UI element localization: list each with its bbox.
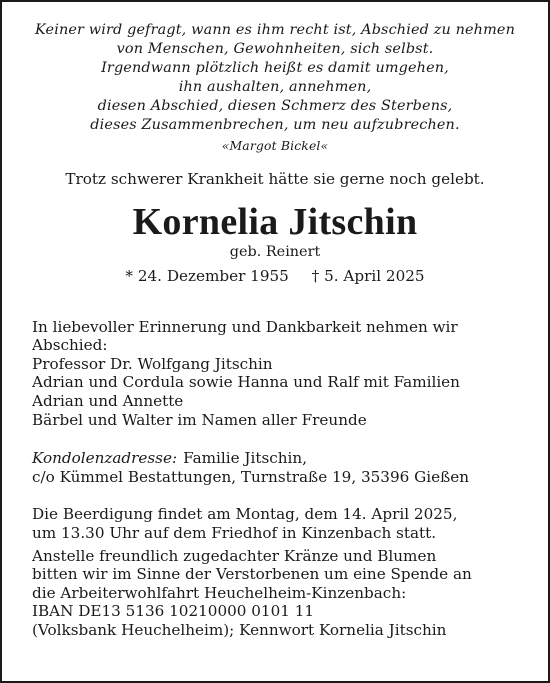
poem-line: Keiner wird gefragt, wann es ihm recht ist, Abschied zu nehmen [35,22,515,38]
mourners-list [24,318,526,430]
condolence-address [24,449,526,486]
life-dates [24,266,526,286]
poem [24,2,526,155]
mourners-line: Adrian und Cordula sowie Hanna und Ralf mit Familien [32,373,460,392]
donation-line: Anstelle freundlich zugedachter Kränze und Blumen [32,546,437,565]
intro-sentence: Trotz schwerer Krankheit hätte sie gerne noch gelebt. [65,169,485,188]
donation-line: bitten wir im Sinne der Verstorbenen um eine Spende an [32,565,472,584]
poem-line: von Menschen, Gewohnheiten, sich selbst. [116,41,434,58]
poem-line: Irgendwann plötzlich heißt es damit umgehen, [101,60,449,77]
donation-info [24,547,526,640]
poem-line: ihn aushalten, annehmen, [178,79,372,96]
funeral-info [24,505,526,542]
condolence-recipient: Familie Jitschin, [183,449,308,468]
funeral-line: um 13.30 Uhr auf dem Friedhof in Kinzenbach statt. [32,523,437,542]
poem-line: dieses Zusammenbrechen, um neu aufzubrechen. [90,117,460,134]
poem-author: «Margot Bickel« [221,137,329,153]
mourners-line: Adrian und Annette [32,391,184,410]
donation-iban: IBAN DE13 5136 10210000 0101 11 [32,602,315,621]
mourners-line: In liebevoller Erinnerung und Dankbarkeit nehmen wir [32,317,458,336]
poem-line: diesen Abschied, diesen Schmerz des Sterbens, [97,98,453,115]
birth-name: geb. Reinert [229,243,321,260]
deceased-name: Kornelia Jitschin [132,200,418,243]
death-date: † 5. April 2025 [311,266,425,285]
mourners-line: Abschied: [32,336,108,355]
funeral-line: Die Beerdigung findet am Montag, dem 14. April 2025, [32,505,458,524]
mourners-line: Professor Dr. Wolfgang Jitschin [32,354,273,373]
donation-line: die Arbeiterwohlfahrt Heuchelheim-Kinzenbach: [32,583,407,602]
mourners-line: Bärbel und Walter im Namen aller Freunde [32,410,367,429]
condolence-label: Kondolenzadresse: [32,449,178,468]
condolence-line-1 [32,449,526,468]
birth-date: * 24. Dezember 1955 [125,266,289,285]
donation-line: (Volksbank Heuchelheim); Kennwort Kornelia Jitschin [32,620,447,639]
condolence-line-2: c/o Kümmel Bestattungen, Turnstraße 19, 35396 Gießen [32,467,470,486]
